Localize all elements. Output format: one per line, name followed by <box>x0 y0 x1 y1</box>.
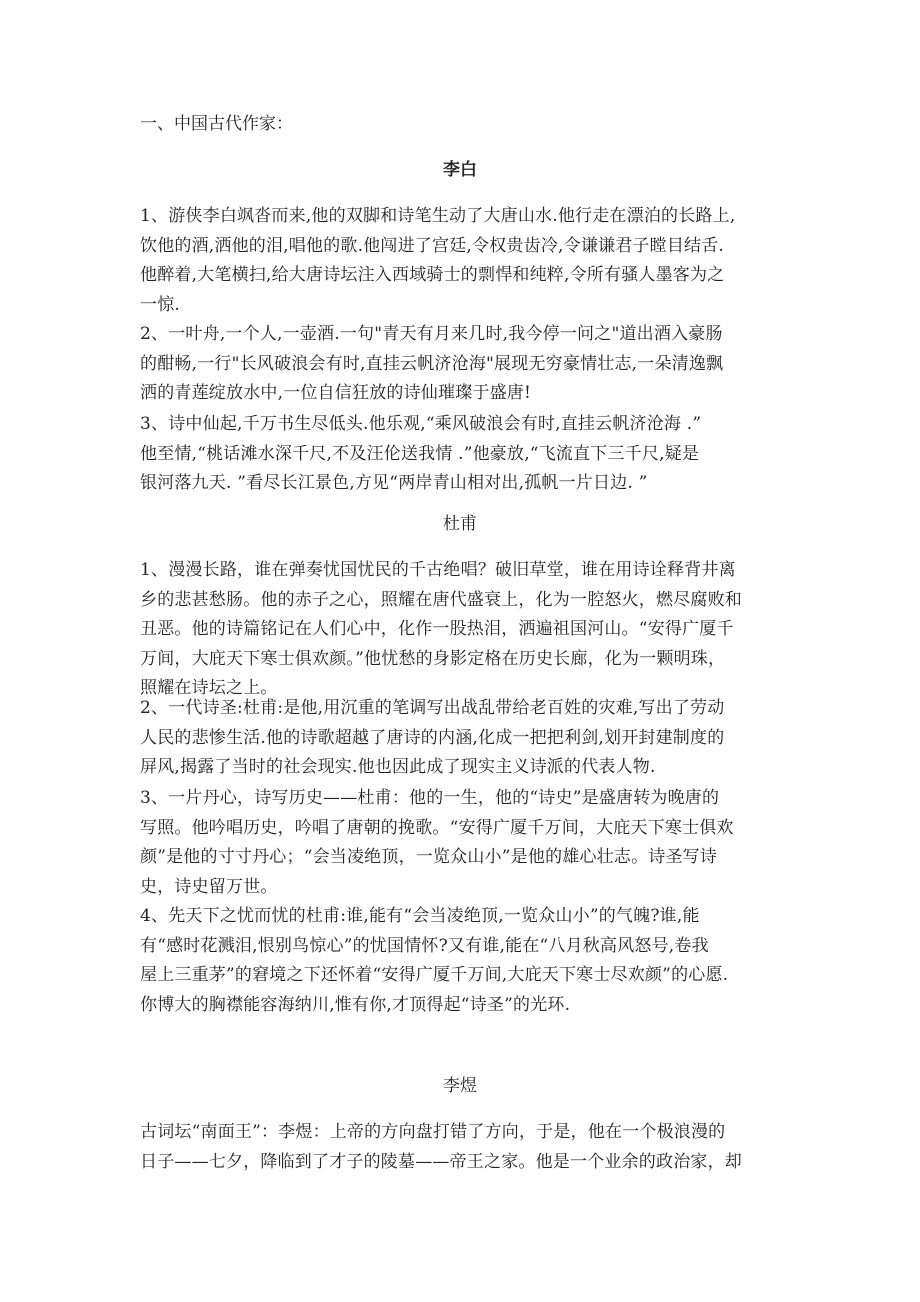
text-line: 日子——七夕，降临到了才子的陵墓——帝王之家。他是一个业余的政治家，却 <box>140 1151 742 1172</box>
paragraph <box>140 410 784 499</box>
text-line: 他至情,“桃话滩水深千尺,不及汪伦送我情 .”他豪放,“飞流直下三千尺,疑是 <box>140 443 700 464</box>
author-title-liyu: 李煜 <box>443 1076 477 1096</box>
text-line: 2、一叶舟,一个人,一壶酒.一句"青天有月来几时,我今停一问之"道出酒入豪肠 <box>140 324 723 344</box>
text-line: 有“感时花溅泪,恨别鸟惊心”的忧国情怀?又有谁,能在“八月秋高风怒号,卷我 <box>140 935 709 956</box>
paragraph <box>140 320 784 409</box>
text-line: 的酣畅,一行"长风破浪会有时,直挂云帆济沧海"展现无穷豪情壮志,一朵清逸飘 <box>140 353 724 374</box>
section-heading: 一、中国古代作家： <box>140 114 293 134</box>
author-title-dufu: 杜甫 <box>443 514 477 534</box>
text-line: 1、漫漫长路，谁在弹奏忧国忧民的千古绝唱？破旧草堂，谁在用诗诠释背井离 <box>140 560 736 580</box>
paragraph <box>140 1118 784 1177</box>
text-line: 1、游侠李白飒沓而来,他的双脚和诗笔生动了大唐山水.他行走在漂泊的长路上, <box>140 206 736 226</box>
paragraph <box>140 902 784 1020</box>
author-title-libai: 李白 <box>443 160 477 180</box>
paragraph <box>140 694 784 783</box>
text-line: 颜”是他的寸寸丹心；“会当凌绝顶，一览众山小”是他的雄心壮志。诗圣写诗 <box>140 847 718 867</box>
text-line: 一惊. <box>140 294 181 315</box>
paragraph <box>140 556 784 704</box>
text-line: 洒的青莲绽放水中,一位自信狂放的诗仙璀璨于盛唐! <box>140 383 532 403</box>
text-line: 饮他的酒,洒他的泪,唱他的歌.他闯进了宫廷,令权贵齿冷,令谦谦君子瞠目结舌. <box>140 235 725 256</box>
text-line: 照耀在诗坛之上。 <box>140 678 278 698</box>
text-line: 屋上三重茅”的窘境之下还怀着“安得广厦千万间,大庇天下寒士尽欢颜”的心愿. <box>140 965 729 985</box>
text-line: 你博大的胸襟能容海纳川,惟有你,才顶得起“诗圣”的光环. <box>140 994 571 1015</box>
text-line: 3、一片丹心，诗写历史——杜甫：他的一生，他的“诗史”是盛唐转为晚唐的 <box>140 788 720 808</box>
text-line: 乡的悲甚愁肠。他的赤子之心，照耀在唐代盛衰上，化为一腔怒火，燃尽腐败和 <box>140 589 742 610</box>
text-line: 写照。他吟唱历史，吟唱了唐朝的挽歌。“安得广厦千万间，大庇天下寒士俱欢 <box>140 817 734 838</box>
text-line: 人民的悲惨生活.他的诗歌超越了唐诗的内涵,化成一把把利剑,划开封建制度的 <box>140 727 725 748</box>
text-line: 3、诗中仙起,千万书生尽低头.他乐观,“乘风破浪会有时,直挂云帆济沧海 .” <box>140 414 702 434</box>
paragraph <box>140 202 784 320</box>
text-line: 2、一代诗圣:杜甫:是他,用沉重的笔调写出战乱带给老百姓的灾难,写出了劳动 <box>140 698 725 718</box>
paragraph <box>140 784 784 902</box>
text-line: 丑恶。他的诗篇铭记在人们心中，化作一股热泪，洒遍祖国河山。“安得广厦千 <box>140 619 734 639</box>
text-line: 屏风,揭露了当时的社会现实.他也因此成了现实主义诗派的代表人物. <box>140 757 656 777</box>
text-line: 银河落九天. ”看尽长江景色,方见“两岸青山相对出,孤帆一片日边. ” <box>140 473 648 493</box>
text-line: 古词坛“南面王”：李煜：上帝的方向盘打错了方向，于是，他在一个极浪漫的 <box>140 1122 726 1142</box>
text-line: 万间，大庇天下寒士俱欢颜。”他忧愁的身影定格在历史长廊，化为一颗明珠， <box>140 648 726 669</box>
text-line: 他醉着,大笔横扫,给大唐诗坛注入西域骑士的剽悍和纯粹,令所有骚人墨客为之 <box>140 265 725 285</box>
text-line: 史，诗史留万世。 <box>140 876 278 897</box>
text-line: 4、先天下之忧而忧的杜甫:谁,能有“会当凌绝顶,一览众山小”的气魄?谁,能 <box>140 906 700 926</box>
